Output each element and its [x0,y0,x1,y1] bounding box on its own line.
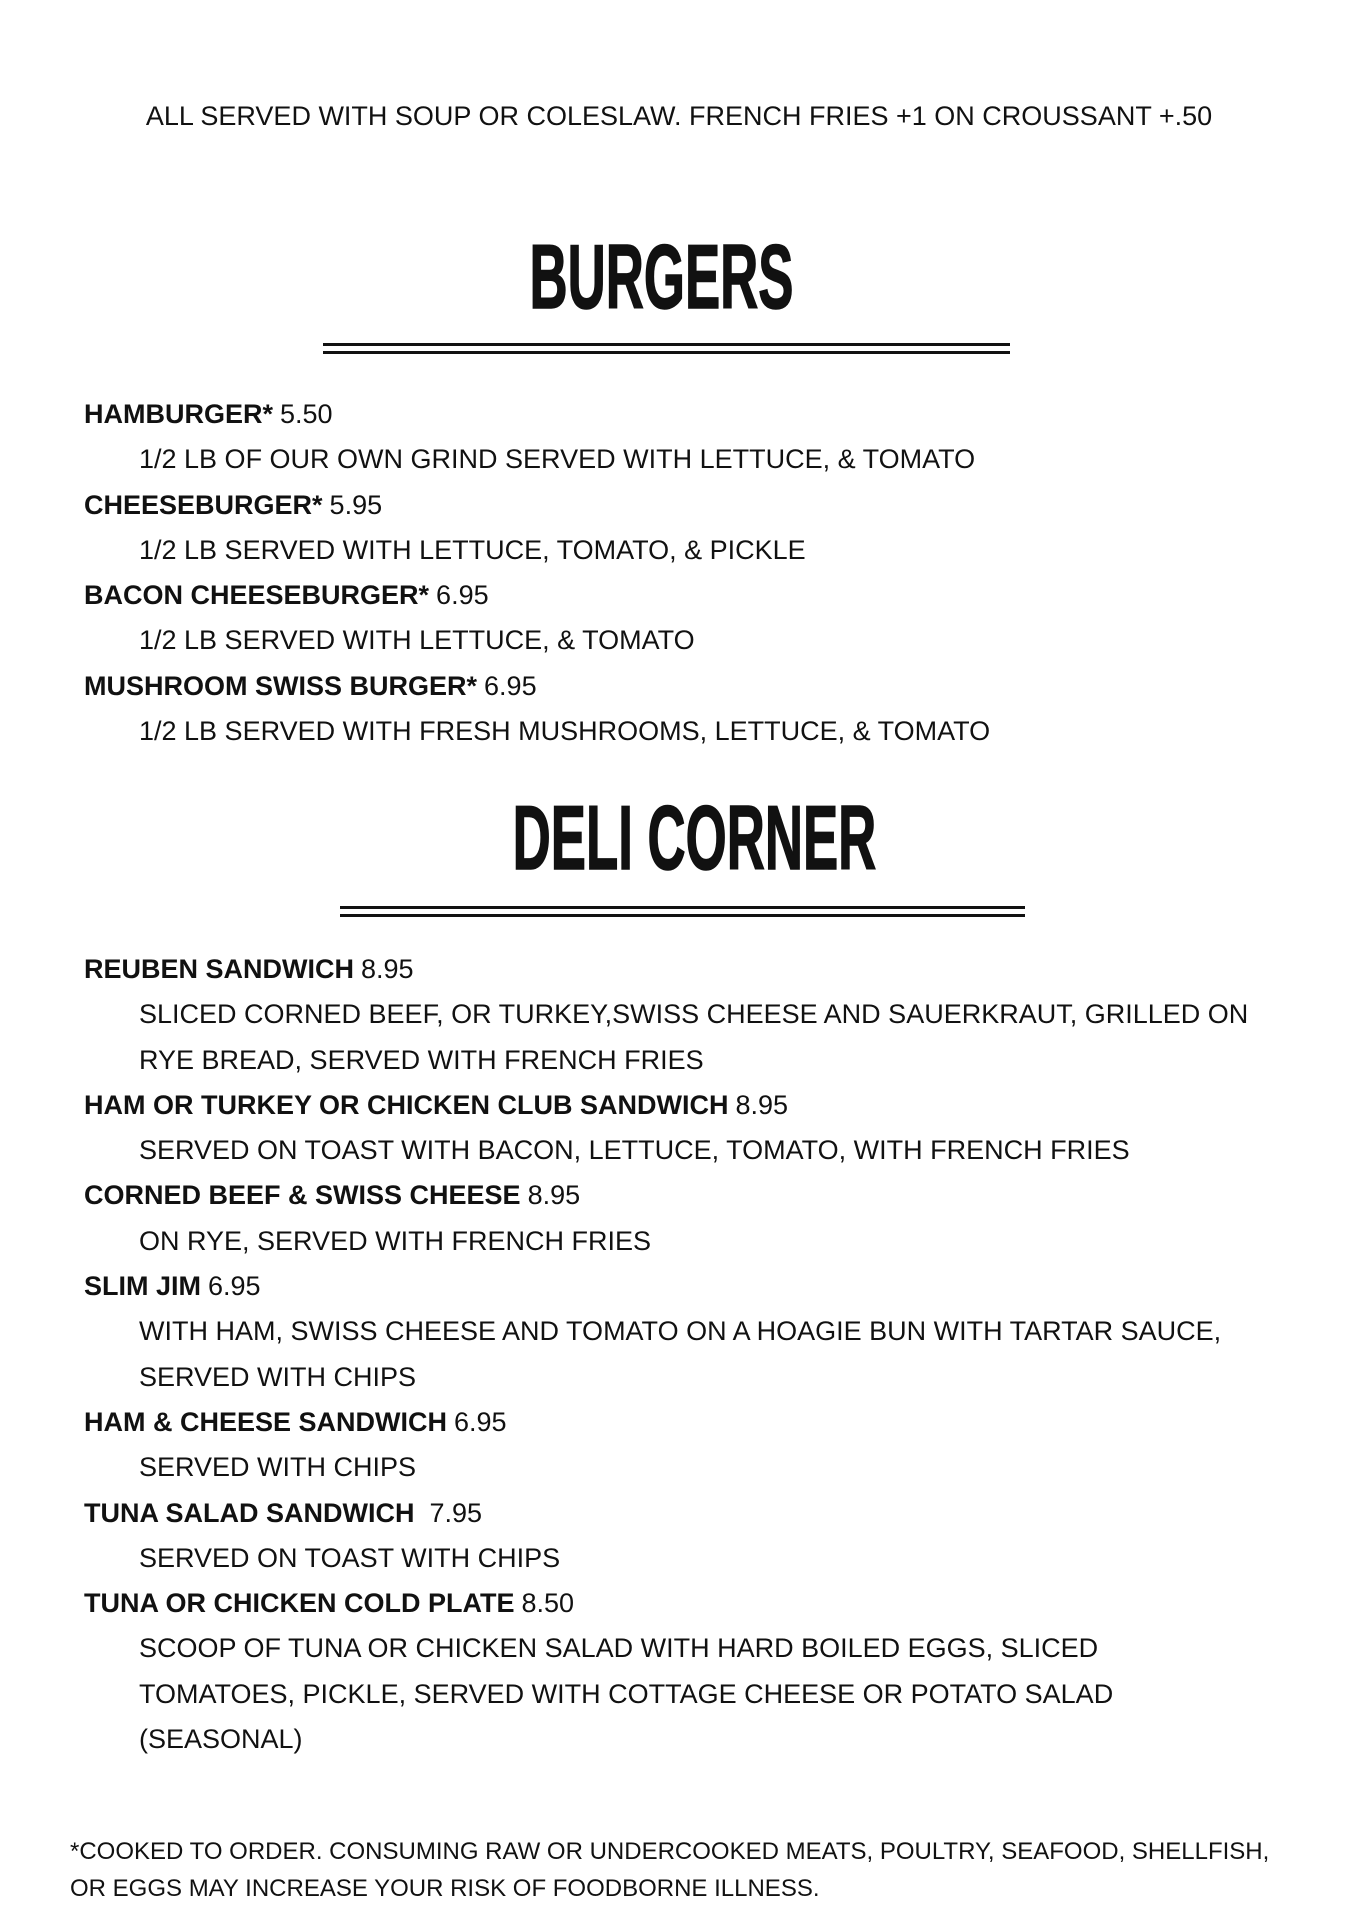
menu-item-tuna-salad-sandwich [84,1491,1248,1582]
double-rule-bottom [340,914,1025,917]
item-price: 6.95 [454,1406,507,1437]
item-name: HAMBURGER* [84,399,273,429]
burgers-list [84,392,990,754]
menu-item-ham-cheese-sandwich [84,1400,1248,1491]
item-description-line: 1/2 LB SERVED WITH FRESH MUSHROOMS, LETTUCE, & TOMATO [139,716,991,747]
item-description-line: WITH HAM, SWISS CHEESE AND TOMATO ON A HOAGIE BUN WITH TARTAR SAUCE, [139,1316,1222,1347]
double-rule-top [340,906,1025,909]
item-name: CORNED BEEF & SWISS CHEESE [84,1180,521,1211]
item-price: 5.95 [329,489,383,520]
item-description-line: 1/2 LB SERVED WITH LETTUCE, TOMATO, & PICKLE [139,534,806,565]
item-price: 8.95 [527,1180,581,1211]
menu-item-reuben-sandwich [84,947,1248,1083]
item-price: 8.95 [361,954,414,984]
double-rule-bottom [323,351,1010,354]
item-price: 8.50 [521,1588,575,1619]
served-with-note: ALL SERVED WITH SOUP OR COLESLAW. FRENCH FRIES +1 ON CROUSSANT +.50 [145,101,1213,131]
item-description-line: ON RYE, SERVED WITH FRENCH FRIES [139,1225,652,1256]
item-description-line: 1/2 LB SERVED WITH LETTUCE, & TOMATO [139,625,695,656]
item-description-line: RYE BREAD, SERVED WITH FRENCH FRIES [139,1044,704,1075]
menu-item-slim-jim [84,1264,1248,1400]
item-description-line: 1/2 LB OF OUR OWN GRIND SERVED WITH LETTUCE, & TOMATO [139,444,976,475]
item-description-line: SLICED CORNED BEEF, OR TURKEY,SWISS CHEESE AND SAUERKRAUT, GRILLED ON [139,999,1249,1030]
item-description-line: SERVED WITH CHIPS [139,1452,417,1483]
item-description-line: SERVED ON TOAST WITH BACON, LETTUCE, TOMATO, WITH FRENCH FRIES [139,1135,1130,1166]
item-name: MUSHROOM SWISS BURGER* [84,670,478,701]
menu-item-corned-beef-swiss [84,1173,1248,1264]
section-title: BURGERS [530,227,794,328]
item-price: 8.95 [735,1089,789,1120]
item-description-line: SERVED WITH CHIPS [139,1361,417,1392]
item-name: HAM OR TURKEY OR CHICKEN CLUB SANDWICH [84,1089,729,1120]
food-safety-disclaimer [70,1833,1269,1907]
item-name: TUNA OR CHICKEN COLD PLATE [84,1588,515,1619]
menu-item-hamburger [84,392,990,483]
item-price: 6.95 [208,1271,261,1302]
item-description-line: (SEASONAL) [139,1724,303,1755]
section-heading-burgers [362,227,962,328]
item-name: HAM & CHEESE SANDWICH [84,1406,448,1437]
item-price: 7.95 [429,1497,483,1528]
item-name: BACON CHEESEBURGER* [84,580,430,611]
disclaimer-line: *COOKED TO ORDER. CONSUMING RAW OR UNDERCOOKED MEATS, POULTRY, SEAFOOD, SHELLFISH, [70,1838,1270,1865]
menu-item-bacon-cheeseburger [84,573,990,664]
item-price: 6.95 [484,670,537,701]
item-price: 6.95 [436,580,489,611]
item-description-line: SCOOP OF TUNA OR CHICKEN SALAD WITH HARD BOILED EGGS, SLICED [139,1633,1099,1664]
item-name: TUNA SALAD SANDWICH [84,1497,415,1528]
menu-item-cheeseburger [84,483,990,574]
item-name: SLIM JIM [84,1271,202,1302]
menu-item-cold-plate [84,1581,1248,1762]
menu-item-club-sandwich [84,1083,1248,1174]
item-name: REUBEN SANDWICH [84,954,354,984]
menu-item-mushroom-swiss-burger [84,664,990,755]
item-name: CHEESEBURGER* [84,489,323,520]
item-price: 5.50 [280,399,333,429]
section-title: DELI CORNER [512,788,877,889]
item-description-line: TOMATOES, PICKLE, SERVED WITH COTTAGE CHEESE OR POTATO SALAD [139,1678,1114,1709]
section-heading-deli-corner [381,788,981,889]
deli-list [84,947,1248,1762]
disclaimer-line: OR EGGS MAY INCREASE YOUR RISK OF FOODBORNE ILLNESS. [70,1875,820,1902]
item-description-line: SERVED ON TOAST WITH CHIPS [139,1542,561,1573]
double-rule-top [323,343,1010,346]
